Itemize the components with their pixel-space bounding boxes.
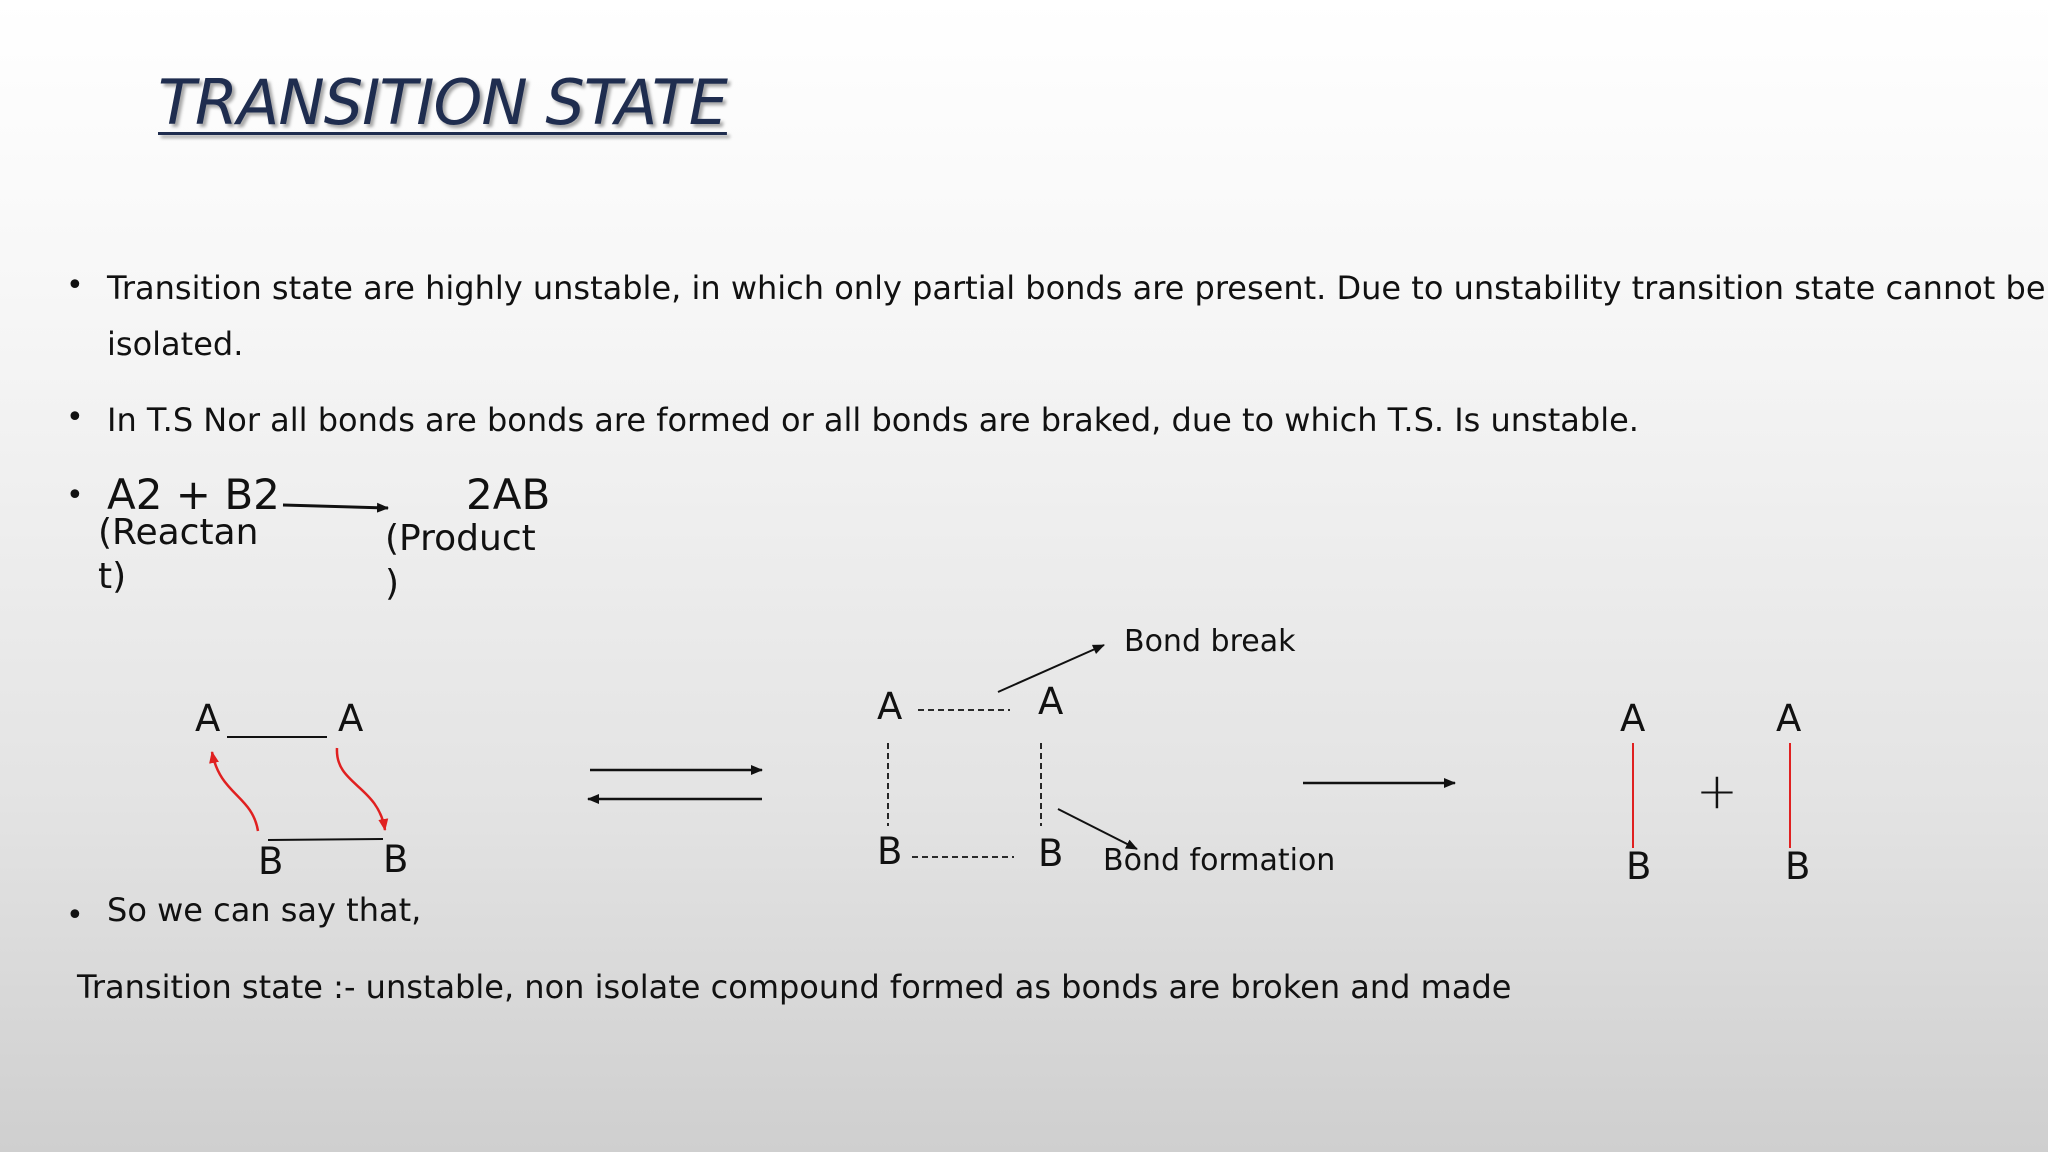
equation-reactants: A2 + B2 [107, 470, 280, 519]
definition-text: Transition state :- unstable, non isolate compound formed as bonds are broken and made [77, 968, 1512, 1006]
plus-sign: + [1696, 762, 1738, 820]
product-atom-b-1: B [1626, 845, 1652, 888]
ts-atom-a-left: A [877, 685, 903, 728]
product-atom-a-1: A [1620, 697, 1646, 740]
bond-formation-label: Bond formation [1103, 843, 1336, 878]
product-label-line-1: (Product [385, 518, 536, 559]
reaction-arrow [283, 505, 388, 508]
bullet-2: In T.S Nor all bonds are bonds are formed or all bonds are braked, due to which T.S. Is unstable. [107, 401, 1639, 439]
bullet-dot: • [66, 400, 84, 435]
atom-b-right: B [383, 838, 409, 881]
bond-b-b [268, 839, 383, 840]
ts-atom-b-left: B [877, 830, 903, 873]
product-label-line-2: ) [385, 563, 400, 604]
product-atom-b-2: B [1785, 845, 1811, 888]
reactant-label-line-1: (Reactan [98, 512, 259, 553]
atom-a-right: A [338, 697, 364, 740]
equation-product: 2AB [466, 470, 551, 519]
bullet-dot: • [66, 478, 84, 513]
product-atom-a-2: A [1776, 697, 1802, 740]
bullet-dot: • [66, 268, 84, 303]
curly-arrow-right [337, 748, 385, 830]
bullet-dot: • [66, 898, 84, 933]
atom-a-left: A [195, 697, 221, 740]
ts-atom-b-right: B [1038, 832, 1064, 875]
bullet-1-line-2: isolated. [107, 325, 244, 363]
reactant-label-line-2: t) [98, 556, 127, 597]
ts-atom-a-right: A [1038, 680, 1064, 723]
atom-b-left: B [258, 840, 284, 883]
bullet-4: So we can say that, [107, 891, 422, 929]
slide-title: TRANSITION STATE [158, 66, 727, 139]
curly-arrow-left [212, 752, 258, 831]
bullet-1-line-1: Transition state are highly unstable, in which only partial bonds are present. Due to unstability transition state cannot be [107, 269, 2046, 307]
bond-break-label: Bond break [1124, 624, 1296, 659]
